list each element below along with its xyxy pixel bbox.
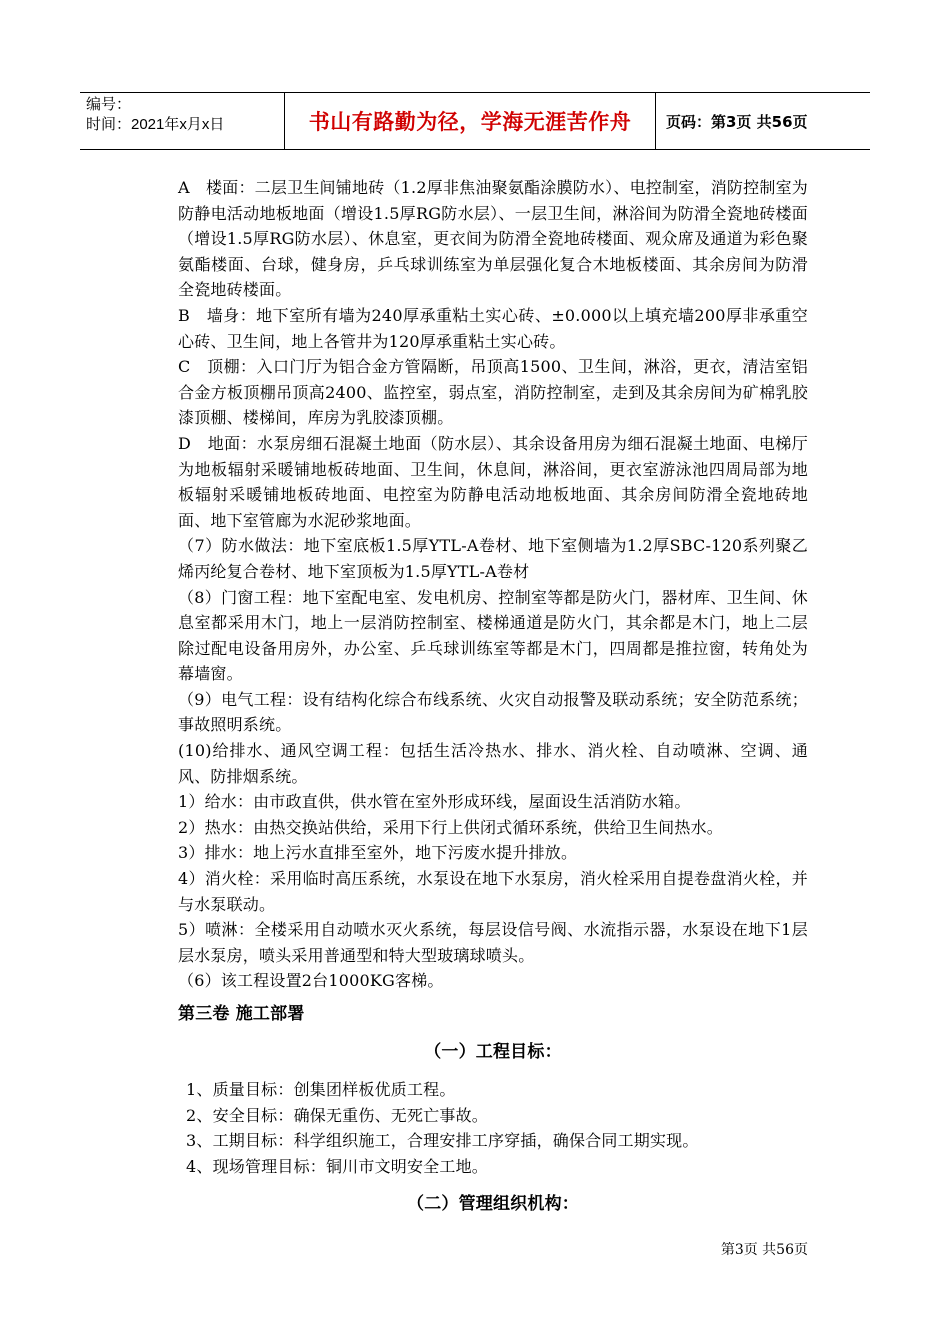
paragraph-ceiling: C 顶棚：入口门厅为铝合金方管隔断，吊顶高1500、卫生间，淋浴，更衣，清洁室铝合金方板顶棚吊顶高2400、监控室，弱点室，消防控制室，走到及其余房间为矿棉乳胶漆顶棚、楼梯间，库房为乳胶漆顶棚。 bbox=[178, 357, 808, 428]
document-time-label: 时间：2021年x月x日 bbox=[86, 116, 225, 133]
page-header bbox=[80, 92, 870, 150]
paragraph-water-supply: 1）给水：由市政直供，供水管在室外形成环线，屋面设生活消防水箱。 bbox=[178, 792, 691, 812]
paragraph-elevator: （6）该工程设置2台1000KG客梯。 bbox=[178, 971, 444, 991]
goal-item: 4、现场管理目标：铜川市文明安全工地。 bbox=[186, 1156, 488, 1176]
paragraph-sprinkler: 5）喷淋：全楼采用自动喷水灭火系统，每层设信号阀、水流指示器，水泵设在地下1层层水泵房，喷头采用普通型和特大型玻璃球喷头。 bbox=[178, 920, 808, 965]
paragraph-plumbing-hvac: (10)给排水、通风空调工程：包括生活冷热水、排水、消火栓、自动喷淋、空调、通风、防排烟系统。 bbox=[178, 741, 808, 786]
paragraph-waterproof: （7）防水做法：地下室底板1.5厚YTL-A卷材、地下室侧墙为1.2厚SBC-120系列聚乙烯丙纶复合卷材、地下室顶板为1.5厚YTL-A卷材 bbox=[178, 536, 808, 581]
paragraph-hot-water: 2）热水：由热交换站供给，采用下行上供闭式循环系统，供给卫生间热水。 bbox=[178, 817, 723, 837]
subsection-title-organization: （二）管理组织机构： bbox=[407, 1193, 579, 1214]
page-footer: 第3页 共56页 bbox=[720, 1242, 808, 1258]
header-page-label: 页码：第3页 共56页 bbox=[666, 112, 808, 131]
paragraph-wall: B 墙身：地下室所有墙为240厚承重粘土实心砖、±0.000以上填充墙200厚非承重空心砖、卫生间，地上各管井为120厚承重粘土实心砖。 bbox=[178, 305, 808, 351]
paragraph-hydrant: 4）消火栓：采用临时高压系统，水泵设在地下水泵房，消火栓采用自提卷盘消火栓，并与水泵联动。 bbox=[178, 869, 808, 914]
paragraph-doors-windows: （8）门窗工程：地下室配电室、发电机房、控制室等都是防火门，器材库、卫生间、休息室都采用木门，地上一层消防控制室、楼梯通道是防火门，其余都是木门，地上二层除过配电设备用房外，办公室、乒乓球训练室等都是木门，四周都是推拉窗，转角处为幕墙窗。 bbox=[178, 587, 808, 684]
goal-item: 3、工期目标：科学组织施工，合理安排工序穿插，确保合同工期实现。 bbox=[186, 1131, 699, 1151]
paragraph-electrical: （9）电气工程：设有结构化综合布线系统、火灾自动报警及联动系统；安全防范系统；事故照明系统。 bbox=[178, 689, 808, 735]
goal-item: 1、质量目标：创集团样板优质工程。 bbox=[186, 1080, 456, 1100]
header-meta bbox=[80, 93, 284, 149]
paragraph-drainage: 3）排水：地上污水直排至室外，地下污废水提升排放。 bbox=[178, 843, 578, 863]
document-number-label: 编号： bbox=[86, 96, 132, 113]
section-title: 第三卷 施工部署 bbox=[178, 1004, 305, 1024]
goal-item: 2、安全目标：确保无重伤、无死亡事故。 bbox=[186, 1105, 488, 1125]
header-motto: 书山有路勤为径，学海无涯苦作舟 bbox=[284, 93, 656, 149]
paragraph-ground: D 地面：水泵房细石混凝土地面（防水层）、其余设备用房为细石混凝土地面、电梯厅为地板辐射采暖铺地板砖地面、卫生间，休息间，淋浴间，更衣室游泳池四周局部为地板辐射采暖铺地板砖地面、电控室为防静电活动地板地面、其余房间防滑全瓷地砖地面、地下室管廊为水泥砂浆地面。 bbox=[178, 433, 808, 530]
paragraph-floor: A 楼面：二层卫生间铺地砖（1.2厚非焦油聚氨酯涂膜防水）、电控制室，消防控制室为防静电活动地板地面（增设1.5厚RG防水层）、一层卫生间，淋浴间为防滑全瓷地砖楼面（增设1.5厚RG防水层）、休息室，更衣间为防滑全瓷地砖楼面、观众席及通道为彩色聚氨酯楼面、台球，健身房，乒乓球训练室为单层强化复合木地板楼面、其余房间为防滑全瓷地砖楼面。 bbox=[178, 178, 808, 300]
document-body bbox=[178, 175, 808, 1229]
subsection-title-goals: （一）工程目标： bbox=[424, 1041, 562, 1062]
